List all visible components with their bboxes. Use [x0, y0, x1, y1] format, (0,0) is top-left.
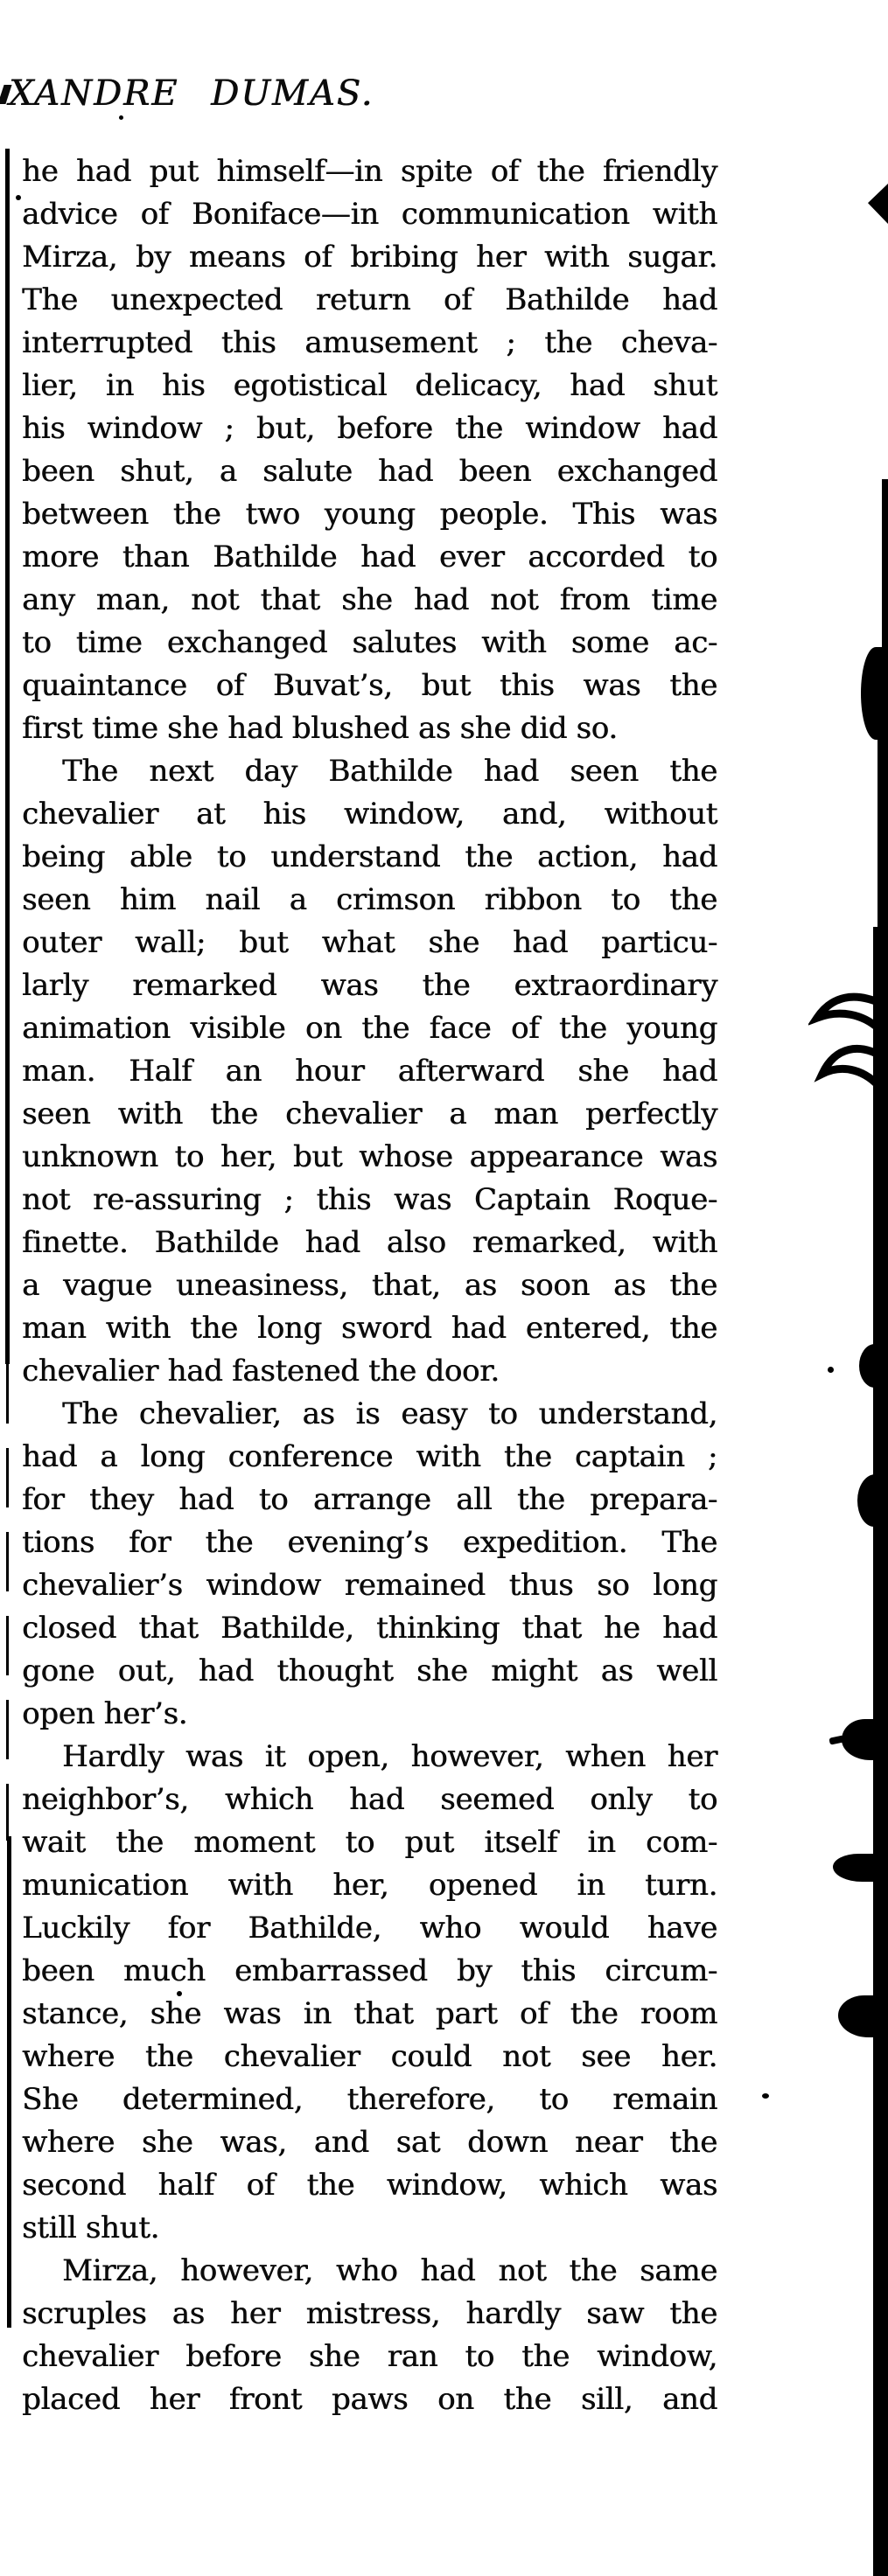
text-line: The unexpected return of Bathilde had [22, 282, 717, 317]
text-line: closed that Bathilde, thinking that he had [22, 1611, 717, 1646]
text-line: seen him nail a crimson ribbon to the [22, 882, 717, 917]
text-line: where she was, and sat down near the [22, 2125, 717, 2160]
text-line: second half of the window, which was [22, 2168, 717, 2203]
text-line: interrupted this amusement ; the cheva- [22, 325, 717, 360]
text-line: to time exchanged salutes with some ac- [22, 625, 717, 660]
left-margin-rule [7, 1836, 11, 2328]
text-line: seen with the chevalier a man perfectly [22, 1097, 717, 1131]
scan-artifact [838, 1995, 888, 2037]
text-line: wait the moment to put itself in com- [22, 1825, 717, 1860]
ink-speck [828, 1367, 834, 1373]
text-line: chevalier’s window remained thus so long [22, 1568, 717, 1603]
ink-speck [762, 2093, 769, 2099]
scan-artifact [859, 1344, 888, 1388]
scan-artifact [882, 479, 888, 654]
text-line: first time she had blushed as she did so. [22, 711, 618, 746]
text-line: placed her front paws on the sill, and [22, 2382, 717, 2417]
ink-speck [16, 195, 21, 200]
text-line: scruples as her mistress, hardly saw the [22, 2296, 717, 2331]
text-line: Mirza, however, who had not the same [62, 2253, 717, 2288]
text-line: stance, she was in that part of the room [22, 1996, 717, 2031]
text-line: not re-assuring ; this was Captain Roque- [22, 1182, 717, 1217]
text-line: a vague uneasiness, that, as soon as the [22, 1268, 717, 1303]
running-header: XANDRE DUMAS. [9, 73, 374, 114]
scan-artifact [833, 1854, 888, 1882]
text-line: any man, not that she had not from time [22, 582, 717, 617]
text-line: finette. Bathilde had also remarked, with [22, 1225, 717, 1260]
left-margin-rule [6, 1364, 9, 1841]
text-line: neighbor’s, which had seemed only to [22, 1782, 717, 1817]
scan-artifact [861, 647, 888, 740]
text-line: he had put himself—in spite of the friendly [22, 154, 717, 189]
text-line: quaintance of Buvat’s, but this was the [22, 668, 717, 703]
ink-speck [119, 115, 123, 120]
text-line: The next day Bathilde had seen the [62, 754, 717, 789]
text-line: unknown to her, but whose appearance was [22, 1139, 717, 1174]
scan-artifact [842, 1719, 888, 1760]
text-line: for they had to arrange all the prepara- [22, 1482, 717, 1517]
scan-artifact-curls [808, 986, 888, 1116]
text-line: still shut. [22, 2210, 159, 2245]
text-line: open her’s. [22, 1696, 188, 1731]
text-line: advice of Boniface—in communication with [22, 197, 717, 232]
text-line: where the chevalier could not see her. [22, 2039, 717, 2074]
text-line: been shut, a salute had been exchanged [22, 454, 717, 489]
text-line: tions for the evening’s expedition. The [22, 1525, 717, 1560]
text-line: munication with her, opened in turn. [22, 1868, 717, 1903]
text-line: chevalier at his window, and, without [22, 797, 717, 832]
text-line: lier, in his egotistical delicacy, had shut [22, 368, 717, 403]
text-line: Luckily for Bathilde, who would have [22, 1911, 717, 1946]
text-line: She determined, therefore, to remain [22, 2082, 717, 2117]
text-line: his window ; but, before the window had [22, 411, 717, 446]
text-line: larly remarked was the extraordinary [22, 968, 717, 1003]
text-line: chevalier had fastened the door. [22, 1354, 500, 1389]
text-line: had a long conference with the captain ; [22, 1439, 717, 1474]
text-line: Mirza, by means of bribing her with sugar. [22, 240, 717, 275]
text-line: man. Half an hour afterward she had [22, 1054, 717, 1089]
text-line: chevalier before she ran to the window, [22, 2339, 717, 2374]
page-text [22, 150, 717, 2421]
text-line: outer wall; but what she had particu- [22, 925, 717, 960]
text-line: The chevalier, as is easy to understand, [62, 1396, 717, 1431]
text-line: between the two young people. This was [22, 497, 717, 532]
text-line: more than Bathilde had ever accorded to [22, 540, 717, 574]
scan-artifact [878, 739, 888, 929]
text-line: man with the long sword had entered, the [22, 1311, 717, 1346]
text-line: being able to understand the action, had [22, 839, 717, 874]
text-line: Hardly was it open, however, when her [62, 1739, 717, 1774]
text-line: been much embarrassed by this circum- [22, 1953, 717, 1988]
scan-artifact [868, 184, 888, 224]
scan-artifact [857, 1474, 888, 1527]
text-line: gone out, had thought she might as well [22, 1654, 717, 1688]
ink-speck [177, 1991, 182, 1996]
text-line: animation visible on the face of the young [22, 1011, 717, 1046]
left-margin-rule [5, 149, 10, 1364]
